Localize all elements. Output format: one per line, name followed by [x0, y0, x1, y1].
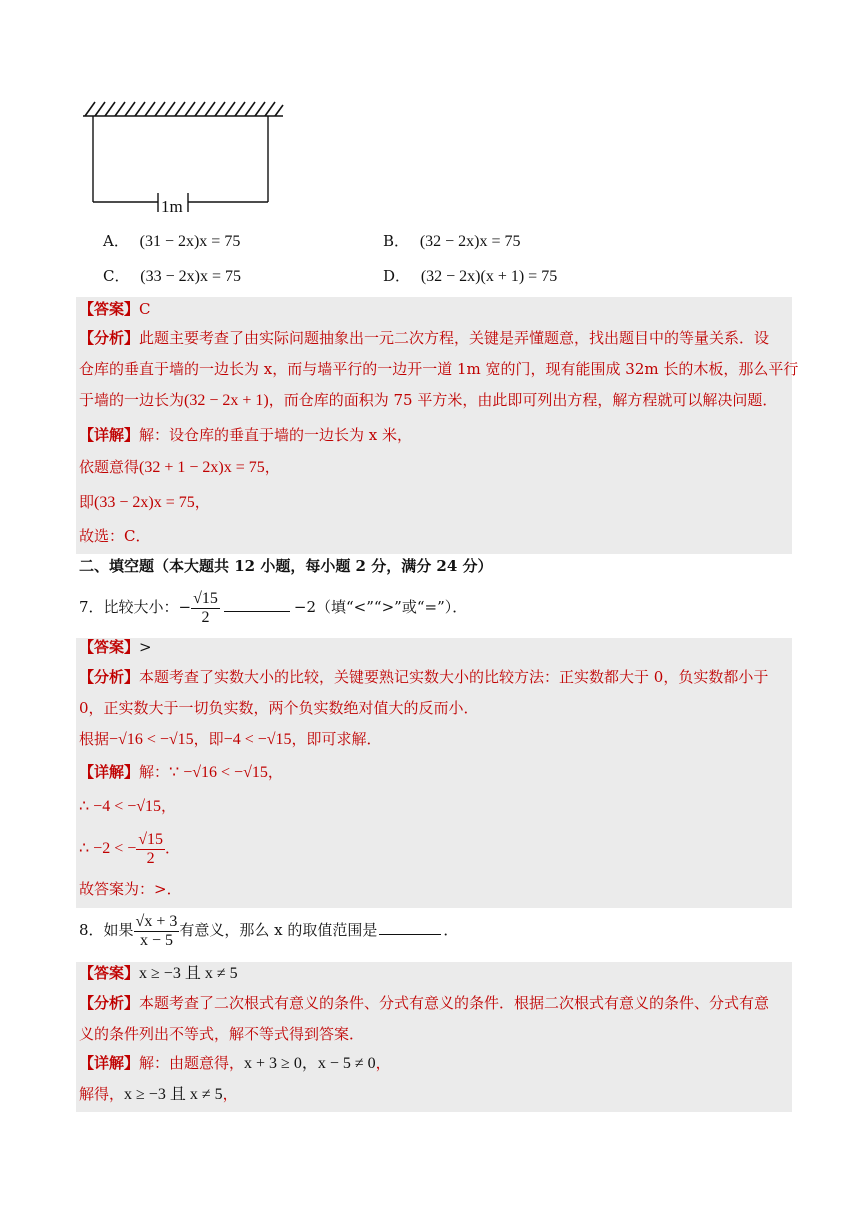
fraction-denominator: 2 [146, 849, 155, 867]
q8-answer-value: x ≥ −3 且 x ≠ 5 [139, 965, 238, 982]
analysis-expr: −√16 < −√15 [109, 731, 194, 748]
option-d-letter: D． [383, 267, 411, 285]
detail-text: ， [222, 1085, 238, 1103]
analysis-text: 于墙的一边长为 [79, 391, 185, 409]
q7-answer-blank[interactable] [224, 611, 290, 612]
fraction-numerator: √x + 3 [135, 912, 178, 930]
analysis-text: 本题考查了二次根式有意义的条件、分式有意义的条件．根据二次根式有意义的条件、分式有意 [139, 994, 770, 1012]
section-heading: 二、填空题（本大题共 12 小题，每小题 2 分，满分 24 分） [79, 557, 493, 575]
q7-detail-line-3 [79, 828, 180, 869]
option-b-letter: B． [383, 232, 410, 250]
detail-text: 解：由题意得， [139, 1054, 245, 1072]
q7-stem-text: −2（填“<”“>”或“=”）． [293, 598, 468, 616]
fraction-numerator: √15 [138, 830, 164, 848]
warehouse-diagram [76, 96, 291, 216]
option-b [383, 230, 521, 251]
detail-expr: ∴ −4 < −√15 [79, 798, 162, 815]
detail-text: ， [161, 797, 177, 815]
detail-tag: 【详解】 [79, 763, 140, 781]
detail-expr: x + 3 ≥ 0，x − 5 ≠ 0 [244, 1055, 376, 1072]
analysis-text: ，而仓库的面积为 75 平方米，由此即可列出方程，解方程就可以解决问题． [268, 391, 778, 409]
detail-text: ， [194, 493, 210, 511]
analysis-text: 此题主要考查了由实际问题抽象出一元二次方程，关键是弄懂题意，找出题目中的等量关系．设 [139, 329, 770, 347]
answer-tag: 【答案】 [79, 300, 140, 318]
q8-fraction [134, 913, 180, 950]
analysis-text: 根据 [79, 730, 110, 748]
option-c-expr: (33 − 2x)x = 75 [140, 268, 241, 285]
detail-expr: ∴ −2 < − [79, 840, 137, 857]
detail-text: 即 [79, 493, 95, 511]
detail-text: 依题意得 [79, 458, 140, 476]
option-b-expr: (32 − 2x)x = 75 [419, 233, 521, 250]
detail-expr: (33 − 2x)x = 75 [94, 494, 195, 511]
q7-answer [79, 637, 152, 657]
q8-analysis-line-1 [79, 993, 769, 1013]
q7-stem [79, 588, 467, 627]
q8-stem-text: 有意义，那么 x 的取值范围是 [179, 921, 378, 939]
q7-detail-line-4: 故答案为：>． [79, 880, 182, 898]
answer-tag: 【答案】 [79, 638, 140, 656]
detail-text: ， [267, 763, 283, 781]
q8-analysis-line-2: 义的条件列出不等式，解不等式得到答案． [79, 1025, 365, 1043]
answer-tag: 【答案】 [79, 964, 140, 982]
fraction-denominator: 2 [201, 608, 210, 626]
fraction-denominator: x − 5 [139, 931, 173, 949]
q6-answer-value: C [139, 300, 151, 318]
analysis-expr: (32 − 2x + 1) [184, 392, 269, 409]
q6-detail-line-1 [79, 425, 412, 445]
q7-answer-value: > [139, 638, 152, 656]
detail-text: 解： [139, 763, 170, 781]
q6-detail-line-3 [79, 492, 210, 513]
option-c [103, 265, 241, 286]
door-label: 1m [161, 197, 183, 216]
q8-answer [79, 963, 238, 984]
option-d-expr: (32 − 2x)(x + 1) = 75 [420, 268, 558, 285]
analysis-text: ，即可求解． [291, 730, 382, 748]
q7-analysis-line-2: 0，正实数大于一切负实数，两个负实数绝对值大的反而小． [79, 699, 479, 717]
q7-analysis-line-1 [79, 667, 768, 687]
fraction-numerator: √15 [193, 589, 218, 607]
detail-text: 解得， [79, 1085, 125, 1103]
detail-tag: 【详解】 [79, 1054, 140, 1072]
detail-fraction [136, 831, 165, 868]
q8-stem-text: 8．如果 [79, 921, 134, 939]
option-a-letter: A． [103, 232, 129, 250]
detail-expr: x ≥ −3 且 x ≠ 5 [124, 1086, 223, 1103]
q6-analysis-line-3 [79, 390, 777, 411]
detail-expr: ∵ −√16 < −√15 [169, 764, 268, 781]
q7-detail-line-2 [79, 796, 176, 817]
detail-tag: 【详解】 [79, 426, 140, 444]
q6-answer [79, 299, 151, 319]
detail-text: ． [165, 839, 181, 857]
detail-text: 解：设仓库的垂直于墙的一边长为 x 米， [139, 426, 413, 444]
detail-text: ， [264, 458, 280, 476]
option-a-expr: (31 − 2x)x = 75 [139, 233, 241, 250]
q6-detail-line-4: 故选：C． [79, 527, 151, 545]
analysis-expr: −4 < −√15 [223, 731, 292, 748]
detail-text: ， [375, 1054, 391, 1072]
q7-fraction [191, 590, 220, 627]
q8-stem [79, 910, 458, 950]
q6-detail-line-2 [79, 457, 280, 478]
option-c-letter: C． [103, 267, 130, 285]
q6-analysis-line-2: 仓库的垂直于墙的一边长为 x，而与墙平行的一边开一道 1m 宽的门，现有能围成 32m 长的木板，那么平行 [79, 360, 799, 378]
wall-hatching [83, 102, 283, 116]
option-d [383, 265, 557, 286]
analysis-tag: 【分析】 [79, 668, 140, 686]
q8-stem-text: ． [443, 921, 459, 939]
analysis-text: ，即 [193, 730, 224, 748]
analysis-text: 本题考查了实数大小的比较，关键要熟记实数大小的比较方法：正实数都大于 0，负实数都小于 [139, 668, 769, 686]
q7-analysis-line-3 [79, 729, 382, 750]
q8-answer-blank[interactable] [379, 934, 441, 935]
option-a [103, 230, 240, 251]
q6-analysis-line-1 [79, 328, 769, 348]
q8-detail-line-1 [79, 1053, 391, 1074]
analysis-tag: 【分析】 [79, 994, 140, 1012]
q7-stem-text: 7．比较大小：− [79, 598, 192, 616]
detail-expr: (32 + 1 − 2x)x = 75 [139, 459, 265, 476]
q8-detail-line-2 [79, 1084, 238, 1105]
q7-detail-line-1 [79, 762, 283, 783]
analysis-tag: 【分析】 [79, 329, 140, 347]
